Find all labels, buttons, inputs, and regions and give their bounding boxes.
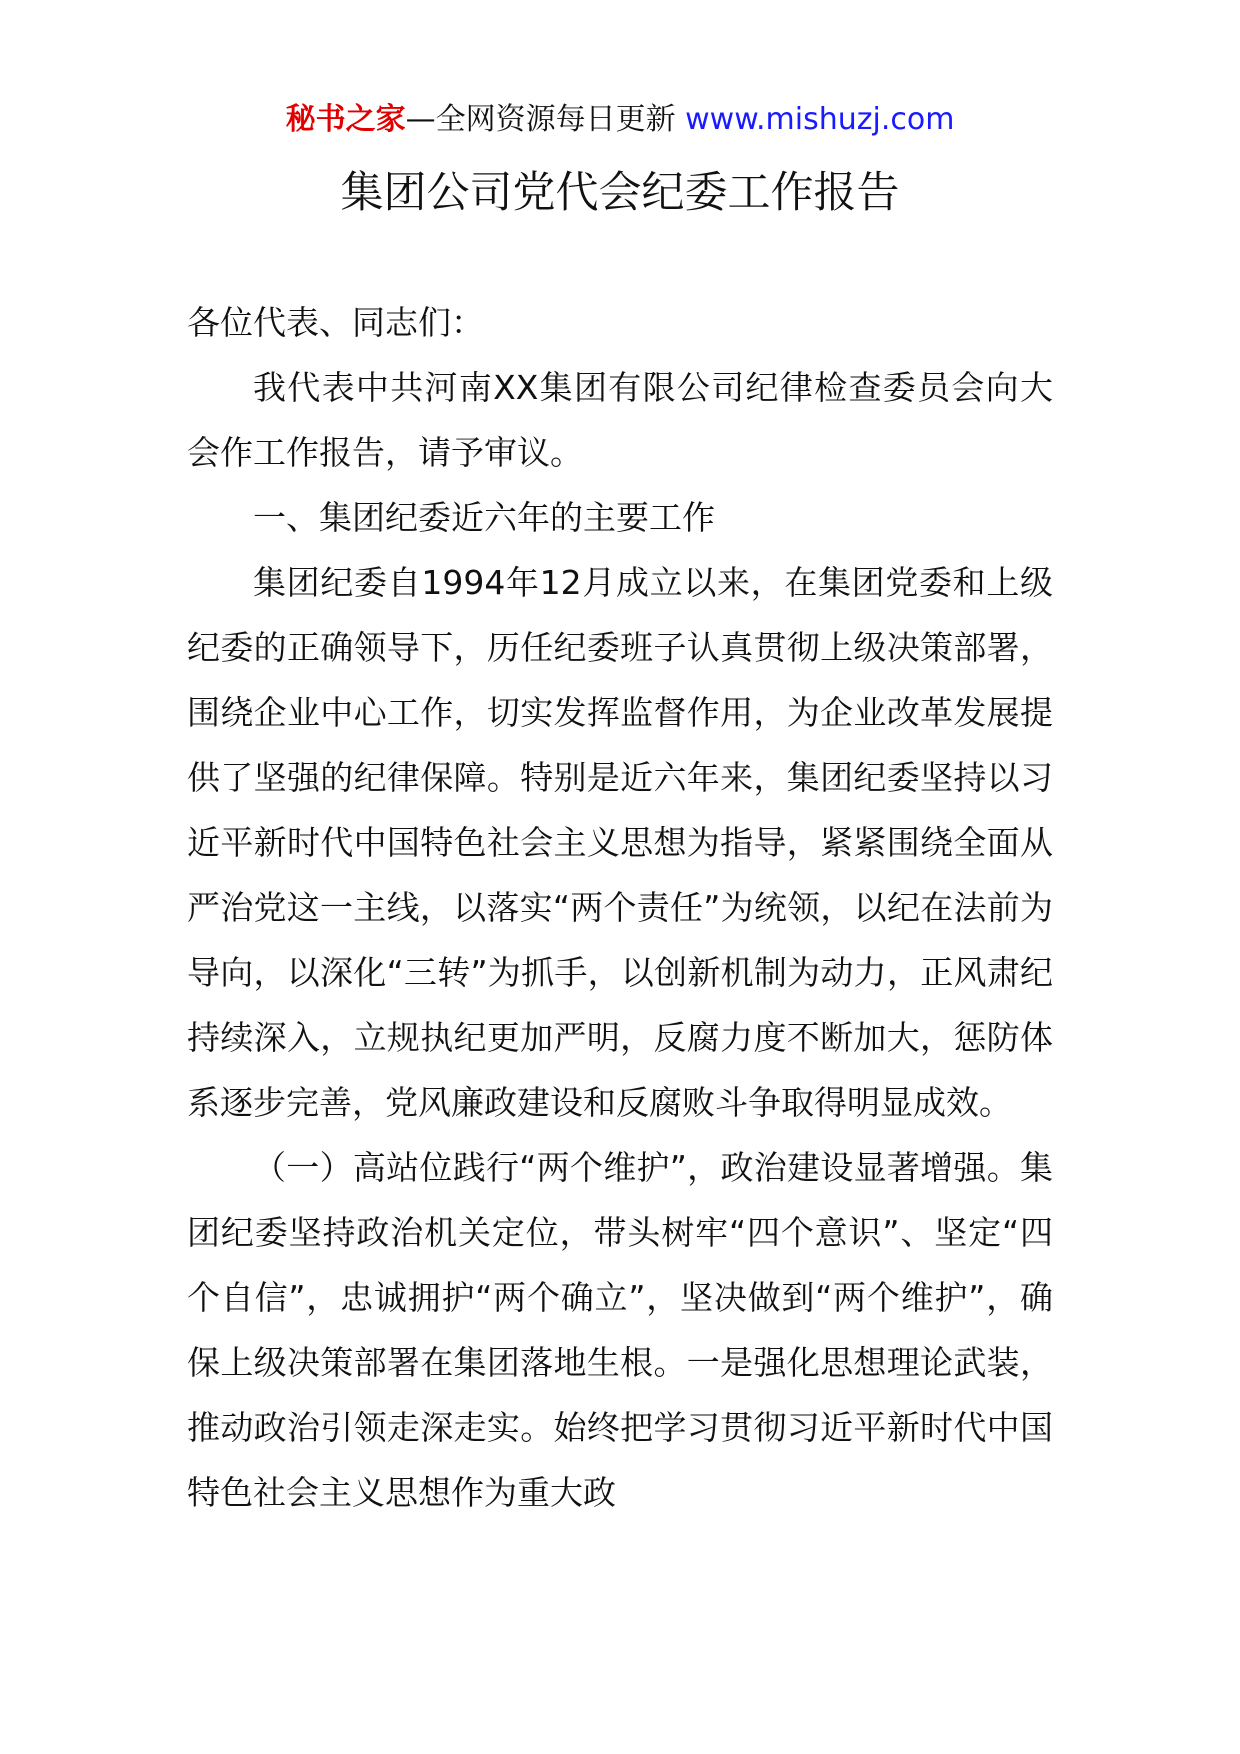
body-paragraph: （一）高站位践行“两个维护”，政治建设显著增强。集团纪委坚持政治机关定位，带头树牢“四个意识”、坚定“四个自信”，忠诚拥护“两个确立”，坚决做到“两个维护”，确保上级决策部署在集团落地生根。一是强化思想理论武装，推动政治引领走深走实。始终把学习贯彻习近平新时代中国特色社会主义思想作为重大政 bbox=[187, 1148, 1053, 1512]
document-title: 集团公司党代会纪委工作报告 bbox=[340, 168, 900, 218]
brand-name: 秘书之家 bbox=[285, 102, 406, 137]
document-body bbox=[187, 290, 1053, 1525]
site-header bbox=[0, 100, 1240, 140]
intro-paragraph: 我代表中共河南XX集团有限公司纪律检查委员会向大会作工作报告，请予审议。 bbox=[187, 368, 1053, 472]
section-heading: 一、集团纪委近六年的主要工作 bbox=[253, 498, 715, 537]
site-url-link[interactable]: www.mishuzj.com bbox=[685, 102, 955, 137]
header-tagline: —全网资源每日更新 bbox=[405, 102, 686, 137]
salutation-paragraph: 各位代表、同志们： bbox=[187, 303, 484, 342]
body-paragraph: 集团纪委自1994年12月成立以来，在集团党委和上级纪委的正确领导下，历任纪委班子认真贯彻上级决策部署，围绕企业中心工作，切实发挥监督作用，为企业改革发展提供了坚强的纪律保障。特别是近六年来，集团纪委坚持以习近平新时代中国特色社会主义思想为指导，紧紧围绕全面从严治党这一主线，以落实“两个责任”为统领，以纪在法前为导向，以深化“三转”为抓手，以创新机制为动力，正风肃纪持续深入，立规执纪更加严明，反腐力度不断加大，惩防体系逐步完善，党风廉政建设和反腐败斗争取得明显成效。 bbox=[187, 563, 1053, 1122]
